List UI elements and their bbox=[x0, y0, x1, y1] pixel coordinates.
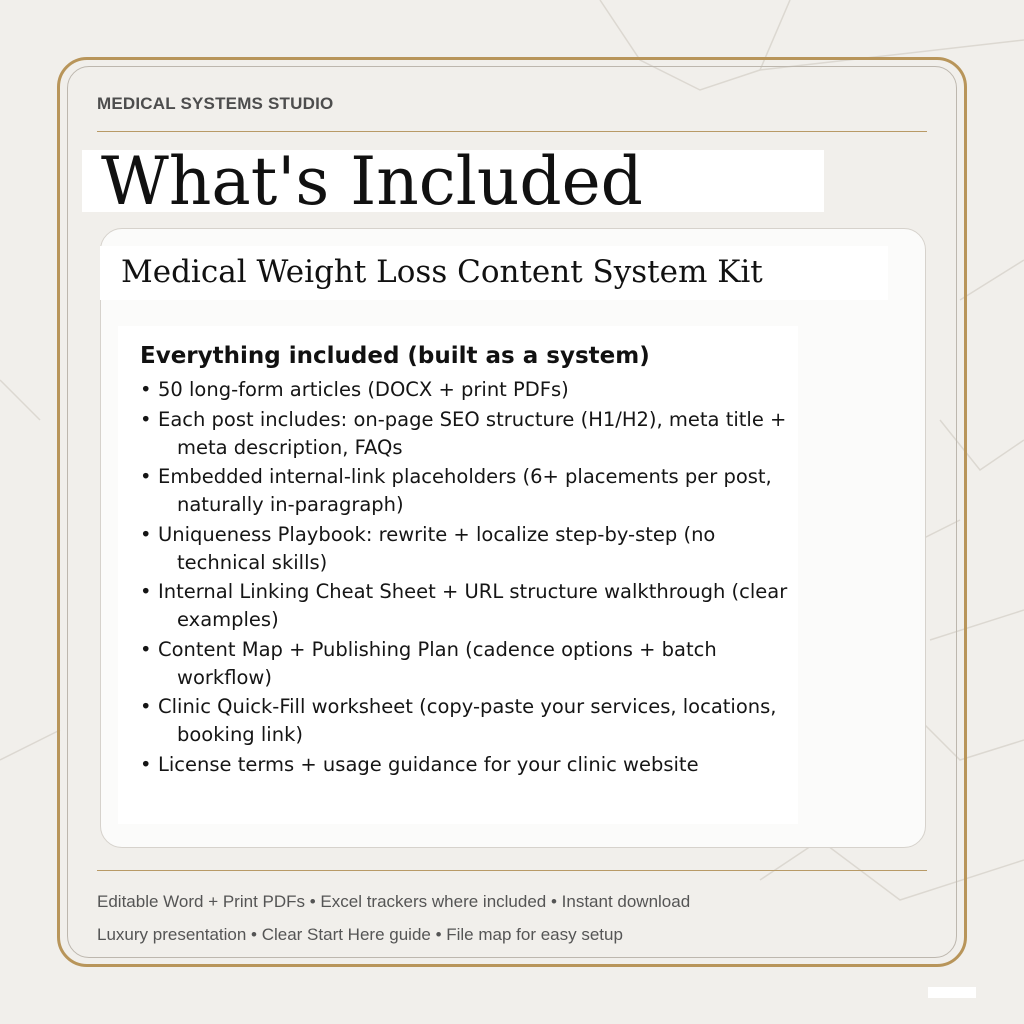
header-divider bbox=[97, 131, 927, 132]
list-item-text: License terms + usage guidance for your clinic website bbox=[158, 752, 699, 776]
list-item bbox=[140, 636, 800, 692]
list-item bbox=[140, 521, 800, 577]
bullet-icon: • bbox=[140, 378, 152, 401]
list-item bbox=[140, 578, 800, 634]
list-item-text: Uniqueness Playbook: rewrite + localize step-by-step (no technical skills) bbox=[158, 522, 716, 574]
page-title: What's Included bbox=[101, 143, 643, 220]
bullet-icon: • bbox=[140, 752, 152, 776]
footer-features-line-2: Luxury presentation • Clear Start Here guide • File map for easy setup bbox=[97, 925, 623, 944]
list-item bbox=[140, 693, 800, 749]
list-item-text: Embedded internal-link placeholders (6+ placements per post, naturally in-paragraph) bbox=[158, 465, 772, 516]
list-item-text: Internal Linking Cheat Sheet + URL structure walkthrough (clear examples) bbox=[158, 580, 788, 631]
bullet-icon: • bbox=[140, 695, 152, 718]
list-item bbox=[140, 463, 800, 519]
list-item-text: Clinic Quick-Fill worksheet (copy-paste your services, locations, booking link) bbox=[158, 695, 777, 746]
bullet-icon: • bbox=[140, 465, 152, 488]
included-list bbox=[140, 376, 800, 780]
bullet-icon: • bbox=[140, 637, 152, 661]
footer-divider bbox=[97, 870, 927, 871]
footer-features-line-1: Editable Word + Print PDFs • Excel trackers where included • Instant download bbox=[97, 892, 691, 911]
bullet-icon: • bbox=[140, 522, 152, 546]
list-item-text: 50 long-form articles (DOCX + print PDFs) bbox=[158, 378, 569, 401]
list-item-text: Each post includes: on-page SEO structure (H1/H2), meta title + meta description, FAQs bbox=[158, 407, 787, 459]
bullet-icon: • bbox=[140, 407, 152, 431]
list-item bbox=[140, 406, 800, 462]
brand-name: MEDICAL SYSTEMS STUDIO bbox=[97, 94, 334, 113]
bullet-icon: • bbox=[140, 580, 152, 603]
corner-mark bbox=[928, 987, 976, 998]
list-item bbox=[140, 751, 800, 779]
product-subtitle: Medical Weight Loss Content System Kit bbox=[121, 254, 763, 290]
list-heading: Everything included (built as a system) bbox=[140, 343, 650, 369]
list-item-text: Content Map + Publishing Plan (cadence options + batch workflow) bbox=[158, 637, 717, 689]
list-item bbox=[140, 376, 800, 404]
